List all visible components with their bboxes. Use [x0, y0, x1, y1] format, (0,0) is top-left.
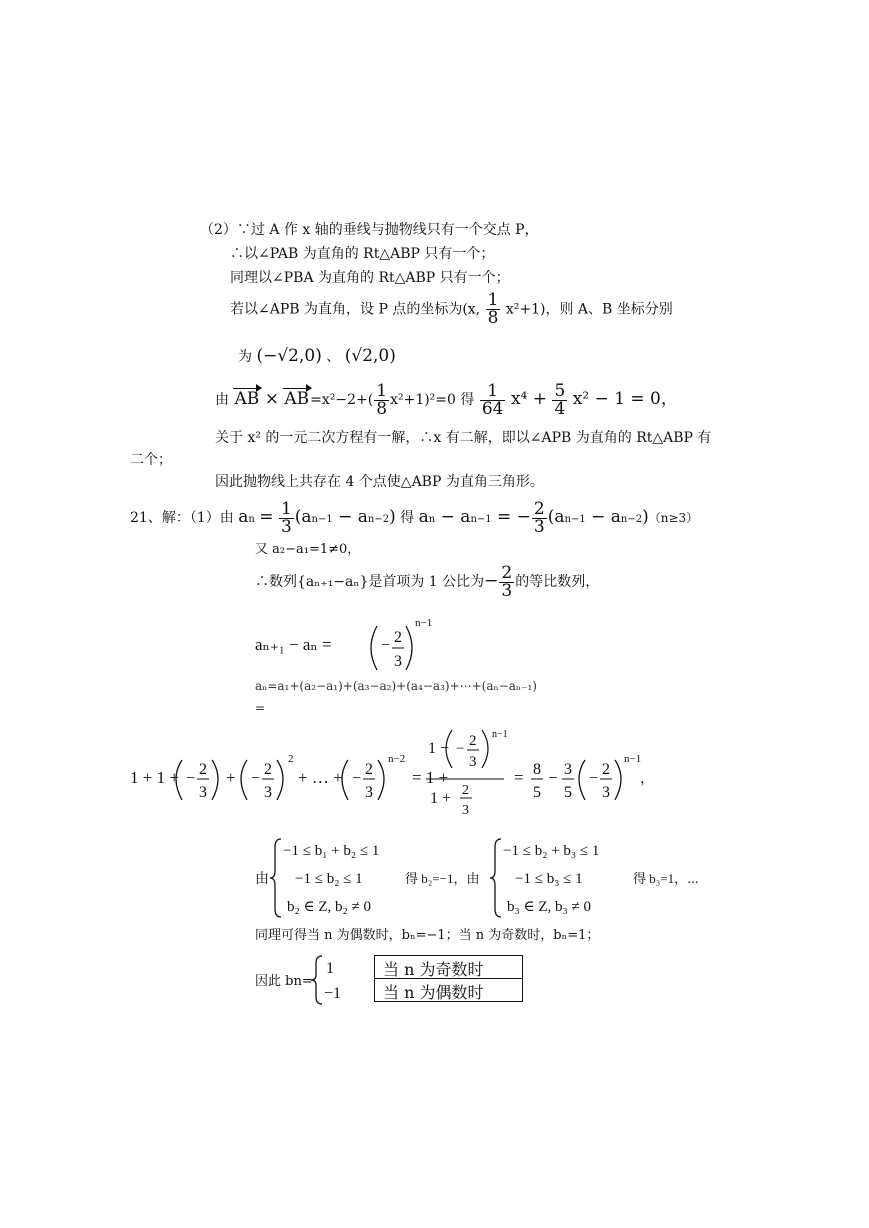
- minus: −: [484, 571, 499, 591]
- p2-line6-mid1: =x²−2+(: [310, 392, 374, 408]
- p2-line5: [238, 344, 396, 369]
- paren-right: [482, 730, 488, 768]
- exponent: n−2: [388, 753, 406, 765]
- point-a: (−√2,0): [256, 346, 322, 366]
- frac-den: 3: [199, 784, 207, 801]
- p2-line4-frac: [486, 292, 501, 327]
- frac-den: 3: [365, 784, 373, 801]
- p2-line4-post: x²+1)，则 A、B 坐标分别: [505, 301, 673, 318]
- paren-right: [277, 760, 283, 800]
- frac-den: 5: [533, 784, 541, 801]
- frac-bottom: 1 +: [430, 790, 452, 807]
- frac-num: 3: [564, 761, 572, 778]
- similar-line: 同理可得当 n 为偶数时，bₙ=−1；当 n 为奇数时，bₙ=1；: [255, 928, 600, 943]
- frac-num: 1: [376, 380, 388, 401]
- frac-num: 2: [533, 498, 545, 519]
- frac-num: 8: [533, 761, 541, 778]
- exponent: 2: [288, 753, 294, 765]
- q21-also: 又 a₂−a₁=1≠0，: [255, 542, 361, 557]
- frac-5-4: [552, 380, 567, 419]
- frac-den: 8: [376, 398, 388, 419]
- p2-line5-sep: 、: [326, 349, 341, 365]
- paren-left: [342, 760, 348, 800]
- sys2-row: −1 ≤ b₂ + b₃ ≤ 1: [503, 843, 600, 859]
- rec-den: 3: [394, 653, 402, 670]
- frac-num: 2: [365, 761, 373, 778]
- p2-line3: 同理以∠PBA 为直角的 Rt△ABP 只有一个；: [230, 270, 510, 286]
- minus: −: [352, 770, 362, 787]
- eq-sign: =: [255, 701, 266, 715]
- paren-right: [378, 760, 384, 800]
- frac-den: 3: [533, 516, 545, 537]
- brace-left: [270, 839, 281, 917]
- term: ): [642, 507, 649, 527]
- condition: （n≥3）: [648, 511, 699, 525]
- sub: n−2: [367, 514, 390, 525]
- comma: ，: [640, 772, 654, 787]
- frac-den: 3: [501, 580, 513, 601]
- p2-line2: ∴以∠PAB 为直角的 Rt△ABP 只有一个；: [230, 246, 495, 262]
- seq-pre: ∴数列{aₙ₊₁−aₙ}是首项为 1 公比为: [255, 574, 485, 590]
- exponent: n−1: [624, 753, 642, 765]
- frac-num: 2: [264, 761, 272, 778]
- sys1-result: 得 b₂=−1，由: [405, 871, 480, 886]
- frac-den: 3: [602, 784, 610, 801]
- minus: −: [381, 637, 391, 654]
- sys2-result: 得 b₃=1，⋯: [633, 871, 699, 886]
- sys2-row: b₃ ∈ Z, b₃ ≠ 0: [507, 899, 591, 915]
- inequality-systems: [255, 835, 725, 921]
- p2-line6: [215, 380, 678, 419]
- p2-line9: 因此抛物线上共存在 4 个点使△ABP 为直角三角形。: [215, 474, 544, 490]
- rec-exp: n−1: [415, 617, 433, 629]
- dots: + … +: [298, 768, 343, 787]
- frac-den: 64: [481, 398, 504, 419]
- q21-seq: [255, 562, 599, 601]
- paren-left: [579, 760, 585, 800]
- brace-left: [311, 956, 322, 1004]
- q21-label: 21、解：（1）由: [130, 510, 234, 526]
- case1-value: 1: [326, 960, 334, 977]
- case2-cond: 当 n 为偶数时: [374, 978, 523, 1002]
- frac-den: 8: [487, 308, 499, 328]
- frac-1-8: [374, 380, 389, 419]
- term: − a: [332, 507, 368, 527]
- equals-one-plus: = 1 +: [412, 768, 449, 787]
- paren-right: [212, 760, 218, 800]
- frac-num: 2: [199, 761, 207, 778]
- frac-1-3: [279, 498, 294, 537]
- term: − a: [585, 507, 621, 527]
- plus: +: [226, 768, 236, 787]
- sys1-row: −1 ≤ b₂ ≤ 1: [295, 871, 363, 887]
- therefore-label: 因此 bn=: [255, 974, 313, 989]
- rec-lhs: aₙ₊₁ − aₙ =: [255, 635, 332, 654]
- sum-start: 1 + 1 +: [130, 768, 179, 787]
- brace-left: [490, 839, 501, 917]
- paren-left: [371, 626, 377, 670]
- a-n: a: [238, 507, 249, 527]
- sub: n−1: [470, 514, 492, 525]
- frac-num: 2: [501, 562, 513, 583]
- sub: n−2: [620, 514, 643, 525]
- sub: n: [428, 514, 436, 525]
- p2-line4-pre: 若以∠APB 为直角，设 P 点的坐标为(x,: [230, 301, 481, 318]
- frac-1-64: [480, 380, 506, 419]
- frac-2-3: [499, 562, 514, 601]
- frac-num: 1: [487, 290, 499, 310]
- equals: =: [259, 507, 274, 527]
- p2-line5-pre: 为: [238, 349, 252, 365]
- paren-right: [615, 760, 621, 800]
- sub: n−1: [564, 514, 586, 525]
- big-sum-equation: [130, 728, 654, 824]
- p2-line6-mid2: x²+1)²=0 得: [390, 392, 475, 408]
- frac-num: 1: [280, 498, 292, 519]
- sub: n: [248, 514, 255, 525]
- q21-mid: 得: [395, 510, 419, 526]
- piecewise-brace: [310, 954, 370, 1006]
- rec-num: 2: [394, 629, 402, 646]
- frac-num: 1: [480, 383, 506, 401]
- p2-line6-mid3: x⁴ +: [510, 389, 547, 409]
- p2-line4: [230, 292, 673, 327]
- paren-left: [241, 760, 247, 800]
- times-sign: ×: [264, 389, 279, 409]
- exponent: n−1: [492, 729, 508, 740]
- frac-num: 2: [462, 783, 469, 798]
- term: (a: [547, 507, 565, 527]
- frac-den: 3: [462, 803, 469, 818]
- sys1-row: b₂ ∈ Z, b₂ ≠ 0: [287, 899, 371, 915]
- frac-den: 3: [469, 754, 477, 770]
- minus: −: [589, 770, 599, 787]
- case2-value: −1: [324, 985, 342, 1002]
- frac-den: 3: [280, 516, 292, 537]
- sys1-row: −1 ≤ b₁ + b₂ ≤ 1: [283, 843, 380, 859]
- term: ): [389, 507, 396, 527]
- frac-num: 2: [469, 733, 477, 749]
- term: (a: [294, 507, 312, 527]
- minus: −: [548, 768, 558, 787]
- vector-ab-2: AB: [284, 389, 310, 409]
- minus: −: [251, 770, 261, 787]
- p2-line7: 关于 x² 的一元二次方程有一解，∴x 有二解，即以∠APB 为直角的 Rt△ABP 有: [215, 430, 712, 446]
- p2-line1: （2）∵过 A 作 x 轴的垂线与抛物线只有一个交点 P，: [200, 222, 539, 238]
- sub: n−1: [311, 514, 333, 525]
- vector-ab-1: AB: [234, 389, 260, 409]
- sys1-label: 由: [255, 872, 269, 887]
- case1-cond: 当 n 为奇数时: [374, 955, 523, 979]
- paren-right: [406, 626, 412, 670]
- frac-num: 2: [602, 761, 610, 778]
- seq-post: 的等比数列，: [515, 574, 600, 590]
- minus: −: [186, 770, 196, 787]
- frac-num: 5: [554, 380, 566, 401]
- frac-den: 4: [554, 398, 566, 419]
- term: − a: [435, 507, 471, 527]
- q21-line1: [130, 498, 698, 539]
- minus: −: [456, 741, 465, 757]
- recurrence-eq: [255, 612, 433, 672]
- frac-den: 5: [564, 784, 572, 801]
- p2-line6-pre: 由: [215, 392, 229, 408]
- sys2-row: −1 ≤ b₃ ≤ 1: [515, 871, 583, 887]
- p2-line8: 二个；: [130, 452, 172, 468]
- sum-line: aₙ=a₁+(a₂−a₁)+(a₃−a₂)+(a₄−a₃)+⋯+(aₙ−aₙ₋₁): [255, 679, 537, 693]
- frac-2-3: [532, 498, 547, 537]
- frac-top-one: 1 −: [428, 740, 450, 757]
- equals: =: [514, 768, 524, 787]
- term: a: [418, 507, 429, 527]
- frac-den: 3: [264, 784, 272, 801]
- p2-line6-end: x² − 1 = 0，: [572, 389, 678, 409]
- point-b: (√2,0): [344, 346, 396, 366]
- term: = −: [491, 507, 531, 527]
